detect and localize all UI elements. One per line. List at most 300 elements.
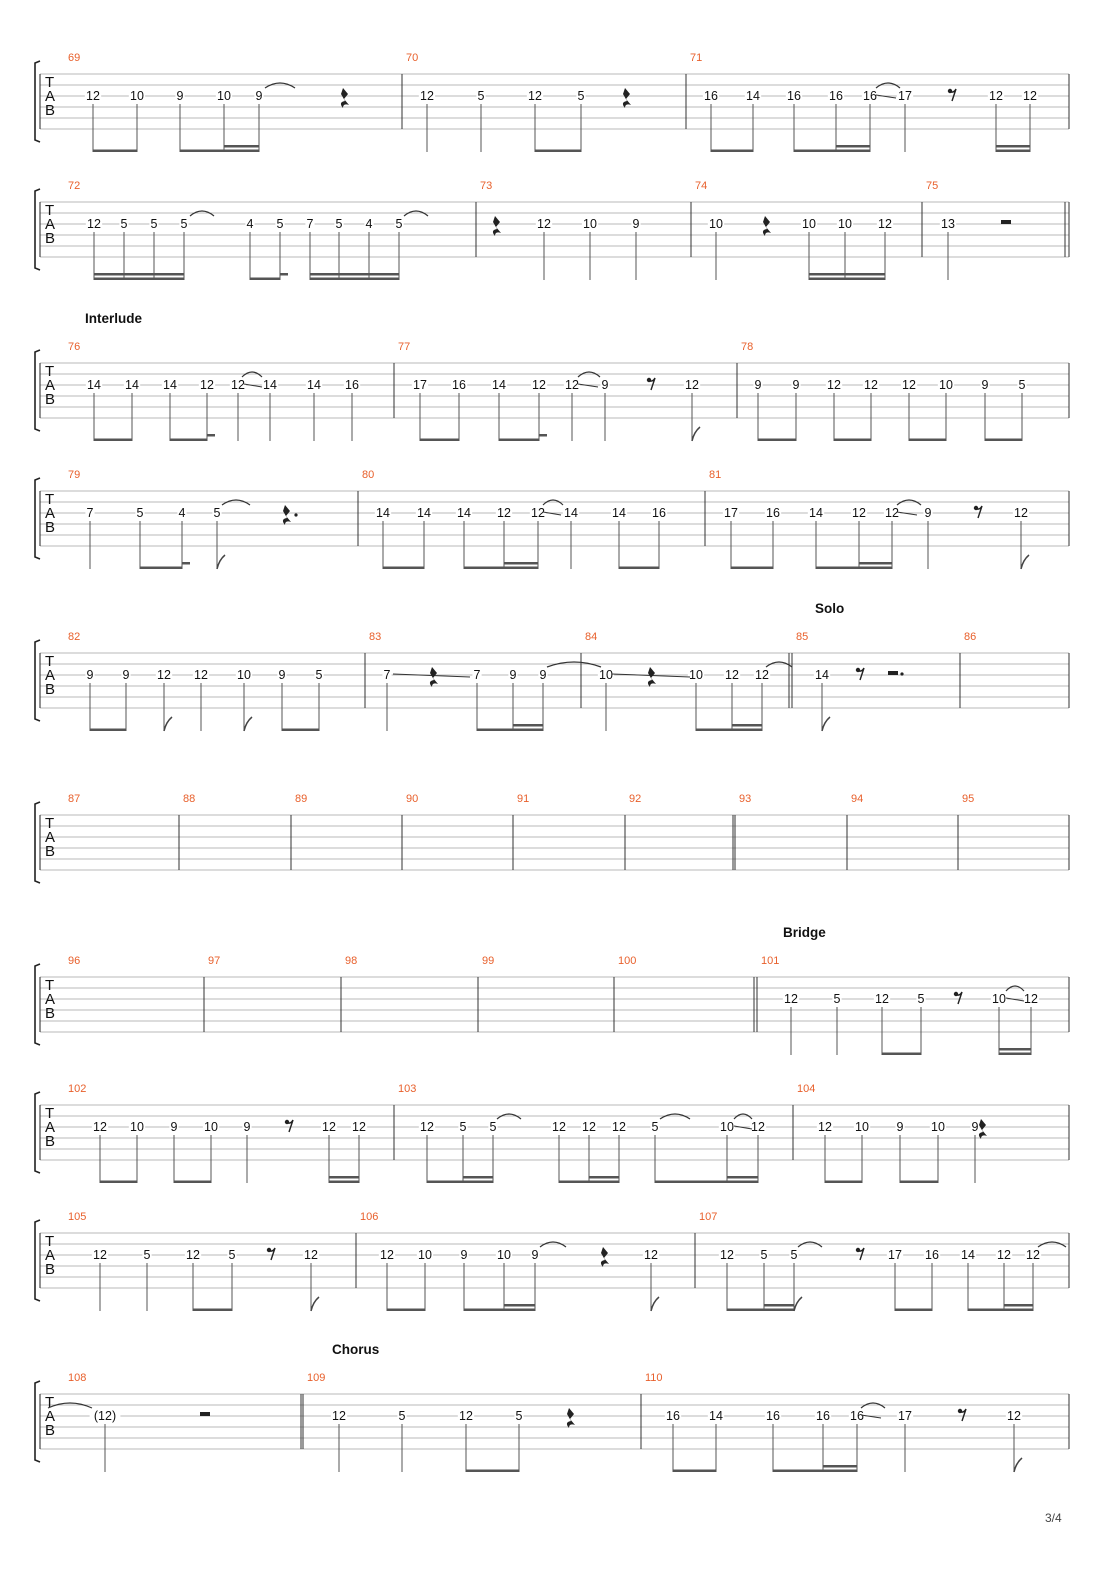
beam xyxy=(999,1053,1031,1056)
tab-clef-letter: T xyxy=(45,363,55,380)
fret-number: 12 xyxy=(200,378,214,392)
fret-number: 5 xyxy=(790,1248,798,1262)
fret-number: 10 xyxy=(204,1120,218,1134)
measure-number: 109 xyxy=(307,1372,326,1384)
measure-number: 72 xyxy=(68,180,81,192)
fret-number: 12 xyxy=(1007,1409,1021,1423)
fret-number: 5 xyxy=(477,89,485,103)
fret-number: 16 xyxy=(666,1409,680,1423)
tab-clef-letter: B xyxy=(45,519,56,536)
fret-number: 5 xyxy=(917,992,925,1006)
fret-number: 12 xyxy=(755,668,769,682)
tab-clef-letter: B xyxy=(45,102,56,119)
fret-number: 12 xyxy=(997,1248,1011,1262)
measure-number: 108 xyxy=(68,1372,87,1384)
fret-number: 12 xyxy=(93,1120,107,1134)
fret-number: 4 xyxy=(246,217,254,231)
fret-number: 12 xyxy=(537,217,551,231)
beam xyxy=(170,439,207,442)
beam xyxy=(909,439,946,442)
fret-number: 7 xyxy=(473,668,481,682)
section-label: Chorus xyxy=(332,1342,380,1357)
fret-number: 17 xyxy=(898,89,912,103)
fret-number: 14 xyxy=(492,378,506,392)
fret-number: 12 xyxy=(875,992,889,1006)
fret-number: 9 xyxy=(896,1120,904,1134)
fret-number: 12 xyxy=(322,1120,336,1134)
tab-clef-letter: T xyxy=(45,1233,55,1250)
quarter-rest xyxy=(430,667,438,687)
fret-number: 12 xyxy=(989,89,1003,103)
measure-number: 99 xyxy=(482,955,495,967)
tab-clef-letter: T xyxy=(45,1105,55,1122)
fret-number: 5 xyxy=(315,668,323,682)
fret-number: 5 xyxy=(395,217,403,231)
fret-number: 12 xyxy=(194,668,208,682)
fret-number: 9 xyxy=(460,1248,468,1262)
fret-number: 14 xyxy=(815,668,829,682)
fret-number: 5 xyxy=(335,217,343,231)
fret-number: 12 xyxy=(332,1409,346,1423)
fret-number: 5 xyxy=(651,1120,659,1134)
measure-number: 70 xyxy=(406,52,419,64)
fret-number: 14 xyxy=(612,506,626,520)
measure-number: 75 xyxy=(926,180,939,192)
tab-clef-letter: B xyxy=(45,1422,56,1439)
tab-system xyxy=(35,1372,1069,1472)
measure-number: 83 xyxy=(369,631,382,643)
fret-number: 14 xyxy=(809,506,823,520)
fret-number: 17 xyxy=(724,506,738,520)
beam xyxy=(816,567,892,570)
beam xyxy=(655,1181,758,1184)
tab-clef-letter: A xyxy=(45,667,56,684)
measure-number: 71 xyxy=(690,52,703,64)
fret-number: 9 xyxy=(981,378,989,392)
beam xyxy=(535,150,581,153)
fret-number: 16 xyxy=(766,1409,780,1423)
half-rest xyxy=(1001,220,1011,224)
tab-system xyxy=(35,52,1069,152)
beam-16th xyxy=(859,562,892,565)
fret-number: 10 xyxy=(709,217,723,231)
beam xyxy=(773,1470,857,1473)
beam xyxy=(559,1181,619,1184)
fret-number: 9 xyxy=(971,1120,979,1134)
system-bracket xyxy=(35,802,40,883)
fret-number: (12) xyxy=(93,1409,117,1423)
tab-clef-letter: A xyxy=(45,829,56,846)
measure-number: 110 xyxy=(645,1372,663,1384)
fret-number: 5 xyxy=(833,992,841,1006)
beam xyxy=(193,1309,232,1312)
fret-number: 5 xyxy=(489,1120,497,1134)
eighth-flag xyxy=(311,1297,319,1311)
fret-number: 5 xyxy=(150,217,158,231)
fret-number: 12 xyxy=(420,89,434,103)
eighth-flag xyxy=(217,555,225,569)
beam xyxy=(100,1181,137,1184)
fret-number: 9 xyxy=(176,89,184,103)
beam xyxy=(427,1181,493,1184)
fret-number: 16 xyxy=(704,89,718,103)
fret-number: 14 xyxy=(961,1248,975,1262)
fret-number: 12 xyxy=(528,89,542,103)
fret-number: 14 xyxy=(709,1409,723,1423)
fret-number: 12 xyxy=(878,217,892,231)
beam-16th xyxy=(207,434,215,437)
beam xyxy=(464,567,538,570)
fret-number: 10 xyxy=(931,1120,945,1134)
beam xyxy=(825,1181,862,1184)
fret-number: 16 xyxy=(863,89,877,103)
fret-number: 14 xyxy=(457,506,471,520)
fret-number: 12 xyxy=(93,1248,107,1262)
system-bracket xyxy=(35,1092,40,1173)
eighth-flag xyxy=(244,717,252,731)
beam-16th xyxy=(504,1304,535,1307)
fret-number: 9 xyxy=(531,1248,539,1262)
measure-number: 106 xyxy=(360,1211,379,1223)
measure-number: 81 xyxy=(709,469,722,481)
tab-system xyxy=(35,1083,1069,1183)
fret-number: 12 xyxy=(231,378,245,392)
fret-number: 9 xyxy=(509,668,517,682)
fret-number: 12 xyxy=(1024,992,1038,1006)
measure-number: 100 xyxy=(618,955,637,967)
beam-16th xyxy=(539,434,547,437)
fret-number: 12 xyxy=(157,668,171,682)
page-number: 3/4 xyxy=(1045,1511,1062,1525)
system-bracket xyxy=(35,189,40,270)
beam xyxy=(711,150,753,153)
fret-number: 10 xyxy=(802,217,816,231)
beam xyxy=(731,567,773,570)
fret-number: 10 xyxy=(237,668,251,682)
eighth-flag xyxy=(822,717,830,731)
measure-number: 73 xyxy=(480,180,493,192)
beam-16th xyxy=(182,562,190,565)
fret-number: 16 xyxy=(850,1409,864,1423)
section-label: Interlude xyxy=(85,311,143,326)
measure-number: 107 xyxy=(699,1211,718,1223)
eighth-flag xyxy=(1021,555,1029,569)
fret-number: 16 xyxy=(787,89,801,103)
fret-number: 12 xyxy=(304,1248,318,1262)
fret-number: 17 xyxy=(413,378,427,392)
fret-number: 9 xyxy=(792,378,800,392)
beam-16th xyxy=(836,145,870,148)
tab-clef-letter: B xyxy=(45,230,56,247)
fret-number: 12 xyxy=(852,506,866,520)
beam-16th xyxy=(823,1465,857,1468)
quarter-rest xyxy=(601,1247,609,1267)
beam xyxy=(383,567,424,570)
tab-clef-letter: T xyxy=(45,202,55,219)
tab-clef-letter: B xyxy=(45,843,56,860)
fret-number: 9 xyxy=(86,668,94,682)
measure-number: 88 xyxy=(183,793,196,805)
beam xyxy=(477,729,543,732)
beam xyxy=(140,567,182,570)
quarter-rest xyxy=(493,216,501,236)
measure-number: 77 xyxy=(398,341,411,353)
beam-16th xyxy=(463,1176,493,1179)
system-bracket xyxy=(35,640,40,721)
fret-number: 14 xyxy=(125,378,139,392)
fret-number: 10 xyxy=(599,668,613,682)
tab-clef-letter: T xyxy=(45,815,55,832)
eighth-flag xyxy=(164,717,172,731)
measure-number: 91 xyxy=(517,793,530,805)
system-bracket xyxy=(35,350,40,431)
fret-number: 5 xyxy=(213,506,221,520)
measure-number: 87 xyxy=(68,793,81,805)
fret-number: 16 xyxy=(766,506,780,520)
beam xyxy=(250,278,280,281)
beam xyxy=(882,1053,921,1056)
fret-number: 9 xyxy=(754,378,762,392)
beam-16th xyxy=(224,145,259,148)
tab-clef-letter: T xyxy=(45,1394,55,1411)
beam xyxy=(420,439,459,442)
fret-number: 12 xyxy=(459,1409,473,1423)
fret-number: 12 xyxy=(552,1120,566,1134)
measure-number: 95 xyxy=(962,793,975,805)
quarter-rest xyxy=(283,505,291,525)
fret-number: 7 xyxy=(383,668,391,682)
fret-number: 14 xyxy=(87,378,101,392)
half-rest xyxy=(200,1412,210,1416)
beam xyxy=(727,1309,794,1312)
fret-number: 17 xyxy=(888,1248,902,1262)
fret-number: 5 xyxy=(120,217,128,231)
fret-number: 12 xyxy=(532,378,546,392)
tab-system xyxy=(35,180,1069,280)
beam-16th xyxy=(764,1304,794,1307)
system-bracket xyxy=(35,478,40,559)
tab-clef-letter: A xyxy=(45,1408,56,1425)
fret-number: 5 xyxy=(136,506,144,520)
beam-16th xyxy=(94,273,184,276)
beam xyxy=(895,1309,932,1312)
fret-number: 9 xyxy=(601,378,609,392)
fret-number: 5 xyxy=(143,1248,151,1262)
tab-clef-letter: B xyxy=(45,1261,56,1278)
fret-number: 10 xyxy=(992,992,1006,1006)
fret-number: 5 xyxy=(228,1248,236,1262)
fret-number: 7 xyxy=(86,506,94,520)
fret-number: 12 xyxy=(531,506,545,520)
fret-number: 12 xyxy=(685,378,699,392)
half-rest xyxy=(888,671,898,675)
rest-dot xyxy=(900,672,903,675)
fret-number: 16 xyxy=(829,89,843,103)
beam xyxy=(90,729,126,732)
beam-16th xyxy=(504,562,538,565)
measure-number: 79 xyxy=(68,469,81,481)
fret-number: 12 xyxy=(497,506,511,520)
tab-clef-letter: A xyxy=(45,88,56,105)
system-bracket xyxy=(35,61,40,142)
fret-number: 10 xyxy=(497,1248,511,1262)
tab-clef-letter: B xyxy=(45,1005,56,1022)
fret-number: 9 xyxy=(170,1120,178,1134)
fret-number: 16 xyxy=(925,1248,939,1262)
beam xyxy=(282,729,319,732)
measure-number: 105 xyxy=(68,1211,87,1223)
fret-number: 12 xyxy=(87,217,101,231)
tab-clef-letter: A xyxy=(45,377,56,394)
fret-number: 12 xyxy=(565,378,579,392)
measure-number: 86 xyxy=(964,631,977,643)
fret-number: 4 xyxy=(178,506,186,520)
beam xyxy=(174,1181,211,1184)
beam xyxy=(809,278,885,281)
fret-number: 5 xyxy=(577,89,585,103)
measure-number: 76 xyxy=(68,341,81,353)
system-bracket xyxy=(35,1381,40,1462)
fret-number: 5 xyxy=(180,217,188,231)
tab-system xyxy=(35,631,1069,731)
fret-number: 5 xyxy=(760,1248,768,1262)
tab-clef-letter: T xyxy=(45,653,55,670)
beam xyxy=(794,150,870,153)
measure-number: 85 xyxy=(796,631,809,643)
fret-number: 5 xyxy=(398,1409,406,1423)
fret-number: 12 xyxy=(827,378,841,392)
fret-number: 12 xyxy=(186,1248,200,1262)
quarter-rest xyxy=(623,88,631,108)
tab-clef-letter: A xyxy=(45,991,56,1008)
tab-clef-letter: A xyxy=(45,216,56,233)
fret-number: 12 xyxy=(751,1120,765,1134)
measure-number: 90 xyxy=(406,793,419,805)
fret-number: 5 xyxy=(276,217,284,231)
fret-number: 10 xyxy=(217,89,231,103)
beam xyxy=(94,278,184,281)
measure-number: 94 xyxy=(851,793,864,805)
beam xyxy=(94,439,132,442)
beam-16th xyxy=(329,1176,359,1179)
fret-number: 9 xyxy=(122,668,130,682)
fret-number: 7 xyxy=(306,217,314,231)
fret-number: 4 xyxy=(365,217,373,231)
eighth-flag xyxy=(692,427,700,441)
fret-number: 10 xyxy=(583,217,597,231)
measure-number: 102 xyxy=(68,1083,87,1095)
rest-dot xyxy=(294,513,297,516)
fret-number: 10 xyxy=(838,217,852,231)
beam-16th xyxy=(513,724,543,727)
tab-system xyxy=(35,793,1069,883)
fret-number: 12 xyxy=(582,1120,596,1134)
tab-system xyxy=(35,341,1069,441)
fret-number: 9 xyxy=(539,668,547,682)
beam-16th xyxy=(996,145,1030,148)
fret-number: 16 xyxy=(452,378,466,392)
beam-16th xyxy=(727,1176,758,1179)
beam xyxy=(310,278,399,281)
tab-system xyxy=(35,1211,1069,1311)
tab-system xyxy=(35,469,1069,569)
beam-16th xyxy=(310,273,399,276)
beam xyxy=(499,439,539,442)
system-bracket xyxy=(35,1220,40,1301)
beam xyxy=(834,439,871,442)
beam-16th xyxy=(589,1176,619,1179)
eighth-flag xyxy=(794,1297,802,1311)
fret-number: 14 xyxy=(376,506,390,520)
fret-number: 16 xyxy=(816,1409,830,1423)
beam-16th xyxy=(732,724,762,727)
fret-number: 17 xyxy=(898,1409,912,1423)
measure-number: 96 xyxy=(68,955,81,967)
system-bracket xyxy=(35,964,40,1045)
beam-16th xyxy=(280,273,288,276)
fret-number: 9 xyxy=(278,668,286,682)
tab-clef-letter: B xyxy=(45,391,56,408)
tab-clef-letter: B xyxy=(45,681,56,698)
fret-number: 10 xyxy=(939,378,953,392)
fret-number: 12 xyxy=(380,1248,394,1262)
fret-number: 10 xyxy=(720,1120,734,1134)
quarter-rest xyxy=(763,216,771,236)
beam xyxy=(93,150,137,153)
fret-number: 10 xyxy=(855,1120,869,1134)
measure-number: 84 xyxy=(585,631,598,643)
fret-number: 9 xyxy=(924,506,932,520)
measure-number: 101 xyxy=(761,955,780,967)
fret-number: 12 xyxy=(864,378,878,392)
beam xyxy=(464,1309,535,1312)
beam xyxy=(466,1470,519,1473)
beam xyxy=(180,150,259,153)
measure-number: 82 xyxy=(68,631,81,643)
beam-16th xyxy=(809,273,885,276)
tab-clef-letter: T xyxy=(45,977,55,994)
fret-number: 12 xyxy=(720,1248,734,1262)
beam xyxy=(619,567,659,570)
measure-number: 103 xyxy=(398,1083,417,1095)
fret-number: 10 xyxy=(418,1248,432,1262)
measure-number: 93 xyxy=(739,793,752,805)
fret-number: 12 xyxy=(1026,1248,1040,1262)
tab-clef-letter: B xyxy=(45,1133,56,1150)
fret-number: 12 xyxy=(1014,506,1028,520)
fret-number: 5 xyxy=(515,1409,523,1423)
tab-clef-letter: T xyxy=(45,491,55,508)
quarter-rest xyxy=(979,1119,987,1139)
quarter-rest xyxy=(341,88,349,108)
beam xyxy=(900,1181,938,1184)
beam-16th xyxy=(1004,1304,1033,1307)
tab-system xyxy=(35,955,1069,1055)
fret-number: 12 xyxy=(420,1120,434,1134)
tab-clef-letter: A xyxy=(45,1247,56,1264)
fret-number: 5 xyxy=(1018,378,1026,392)
fret-number: 16 xyxy=(652,506,666,520)
measure-number: 92 xyxy=(629,793,642,805)
fret-number: 12 xyxy=(612,1120,626,1134)
measure-number: 69 xyxy=(68,52,81,64)
beam xyxy=(387,1309,425,1312)
fret-number: 12 xyxy=(902,378,916,392)
section-label: Bridge xyxy=(783,925,826,940)
tab-clef-letter: T xyxy=(45,74,55,91)
fret-number: 14 xyxy=(163,378,177,392)
section-label: Solo xyxy=(815,601,845,616)
